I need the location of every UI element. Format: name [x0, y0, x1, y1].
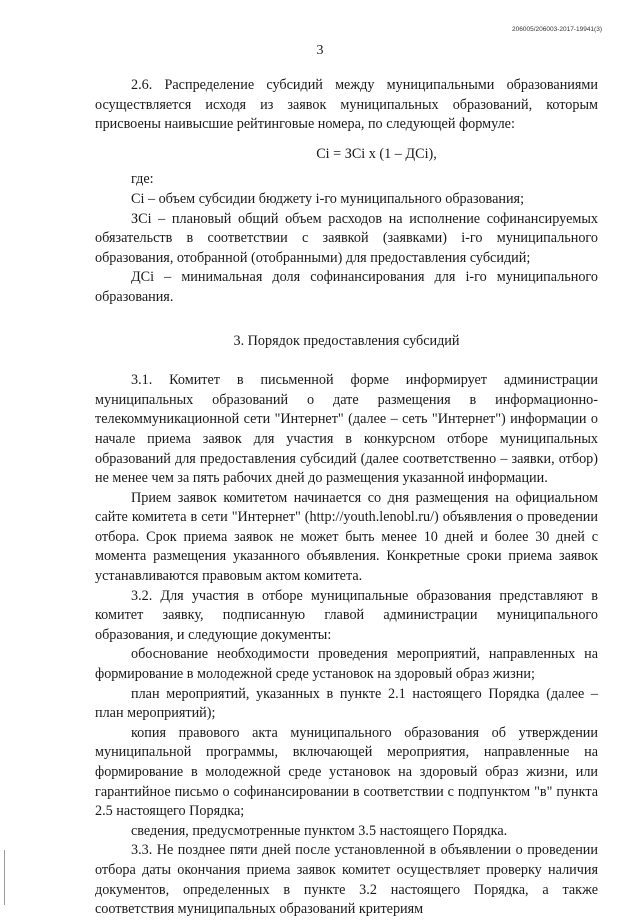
document-item-4: сведения, предусмотренные пунктом 3.5 настоящего Порядка.: [131, 822, 508, 839]
definition-zci: ЗСi – плановый общий объем расходов на исполнение софинансируемых обязательств в соответствии с заявкой (заявками) i-го муниципального образования, отобранной (отобранными) для предоставления субсидий;: [95, 210, 598, 266]
definition-ci: Сi – объем субсидии бюджету i-го муниципального образования;: [131, 190, 525, 207]
paragraph-3-1-reception: Прием заявок комитетом начинается со дня размещения на официальном сайте комитета в сети "Интернет" (http://youth.lenobl.ru/) объявления о проведении отбора. Срок приема заявок не может быть менее 10 дней и более 30 дней с момента размещения указанного объявления. Конкретные сроки приема заявок устанавливаются правовым актом комитета.: [95, 489, 598, 585]
document-item-1: обоснование необходимости проведения мероприятий, направленных на формирование в молодежной среде установок на здоровый образ жизни;: [95, 646, 598, 683]
where-label: где:: [131, 171, 154, 188]
document-item-3: копия правового акта муниципального образования об утверждении муниципальной программы, включающей мероприятия, направленные на формирование в молодежной среде установок на здоровый образ жизни, или гарантийное письмо о софинансировании в соответствии с подпунктом "в" пункта 2.5 настоящего Порядка;: [95, 724, 598, 820]
paragraph-3-1: 3.1. Комитет в письменной форме информирует администрации муниципальных образований о дате размещения в информационно-телекоммуникационной сети "Интернет" (далее – сеть "Интернет") информации о начале приема заявок для участия в конкурсном отборе муниципальных образований для предоставления субсидий (далее соответственно – заявки, отбор) не менее чем за пять рабочих дней до размещения указанной информации.: [95, 372, 598, 487]
page-number: 3: [316, 43, 324, 58]
paragraph-3-2: 3.2. Для участия в отборе муниципальные образования представляют в комитет заявку, подписанную главой администрации муниципального образования, и следующие документы:: [95, 587, 598, 643]
paragraph-2-6: 2.6. Распределение субсидий между муниципальными образованиями осуществляется исходя из заявок муниципальных образований, которым присвоены наивысшие рейтинговые номера, по следующей формуле:: [95, 77, 598, 133]
section-heading: 3. Порядок предоставления субсидий: [233, 332, 460, 349]
document-id: 206005/206003-2017-19941(3): [512, 26, 602, 33]
paragraph-3-3: 3.3. Не позднее пяти дней после установленной в объявлении о проведении отбора даты окончания приема заявок комитет осуществляет проверку наличия документов, определенных в пункте 3.2 настоящего Порядка, а также соответствия муниципальных образований критериям: [95, 842, 598, 918]
document-item-2: план мероприятий, указанных в пункте 2.1 настоящего Порядка (далее – план мероприятий);: [95, 685, 598, 722]
definition-dci: ДСi – минимальная доля софинансирования для i-го муниципального образования.: [95, 269, 598, 305]
formula: Сi = ЗСi x (1 – ДСi),: [316, 145, 437, 162]
document-body: [95, 76, 598, 920]
scan-edge-line: [4, 850, 5, 905]
